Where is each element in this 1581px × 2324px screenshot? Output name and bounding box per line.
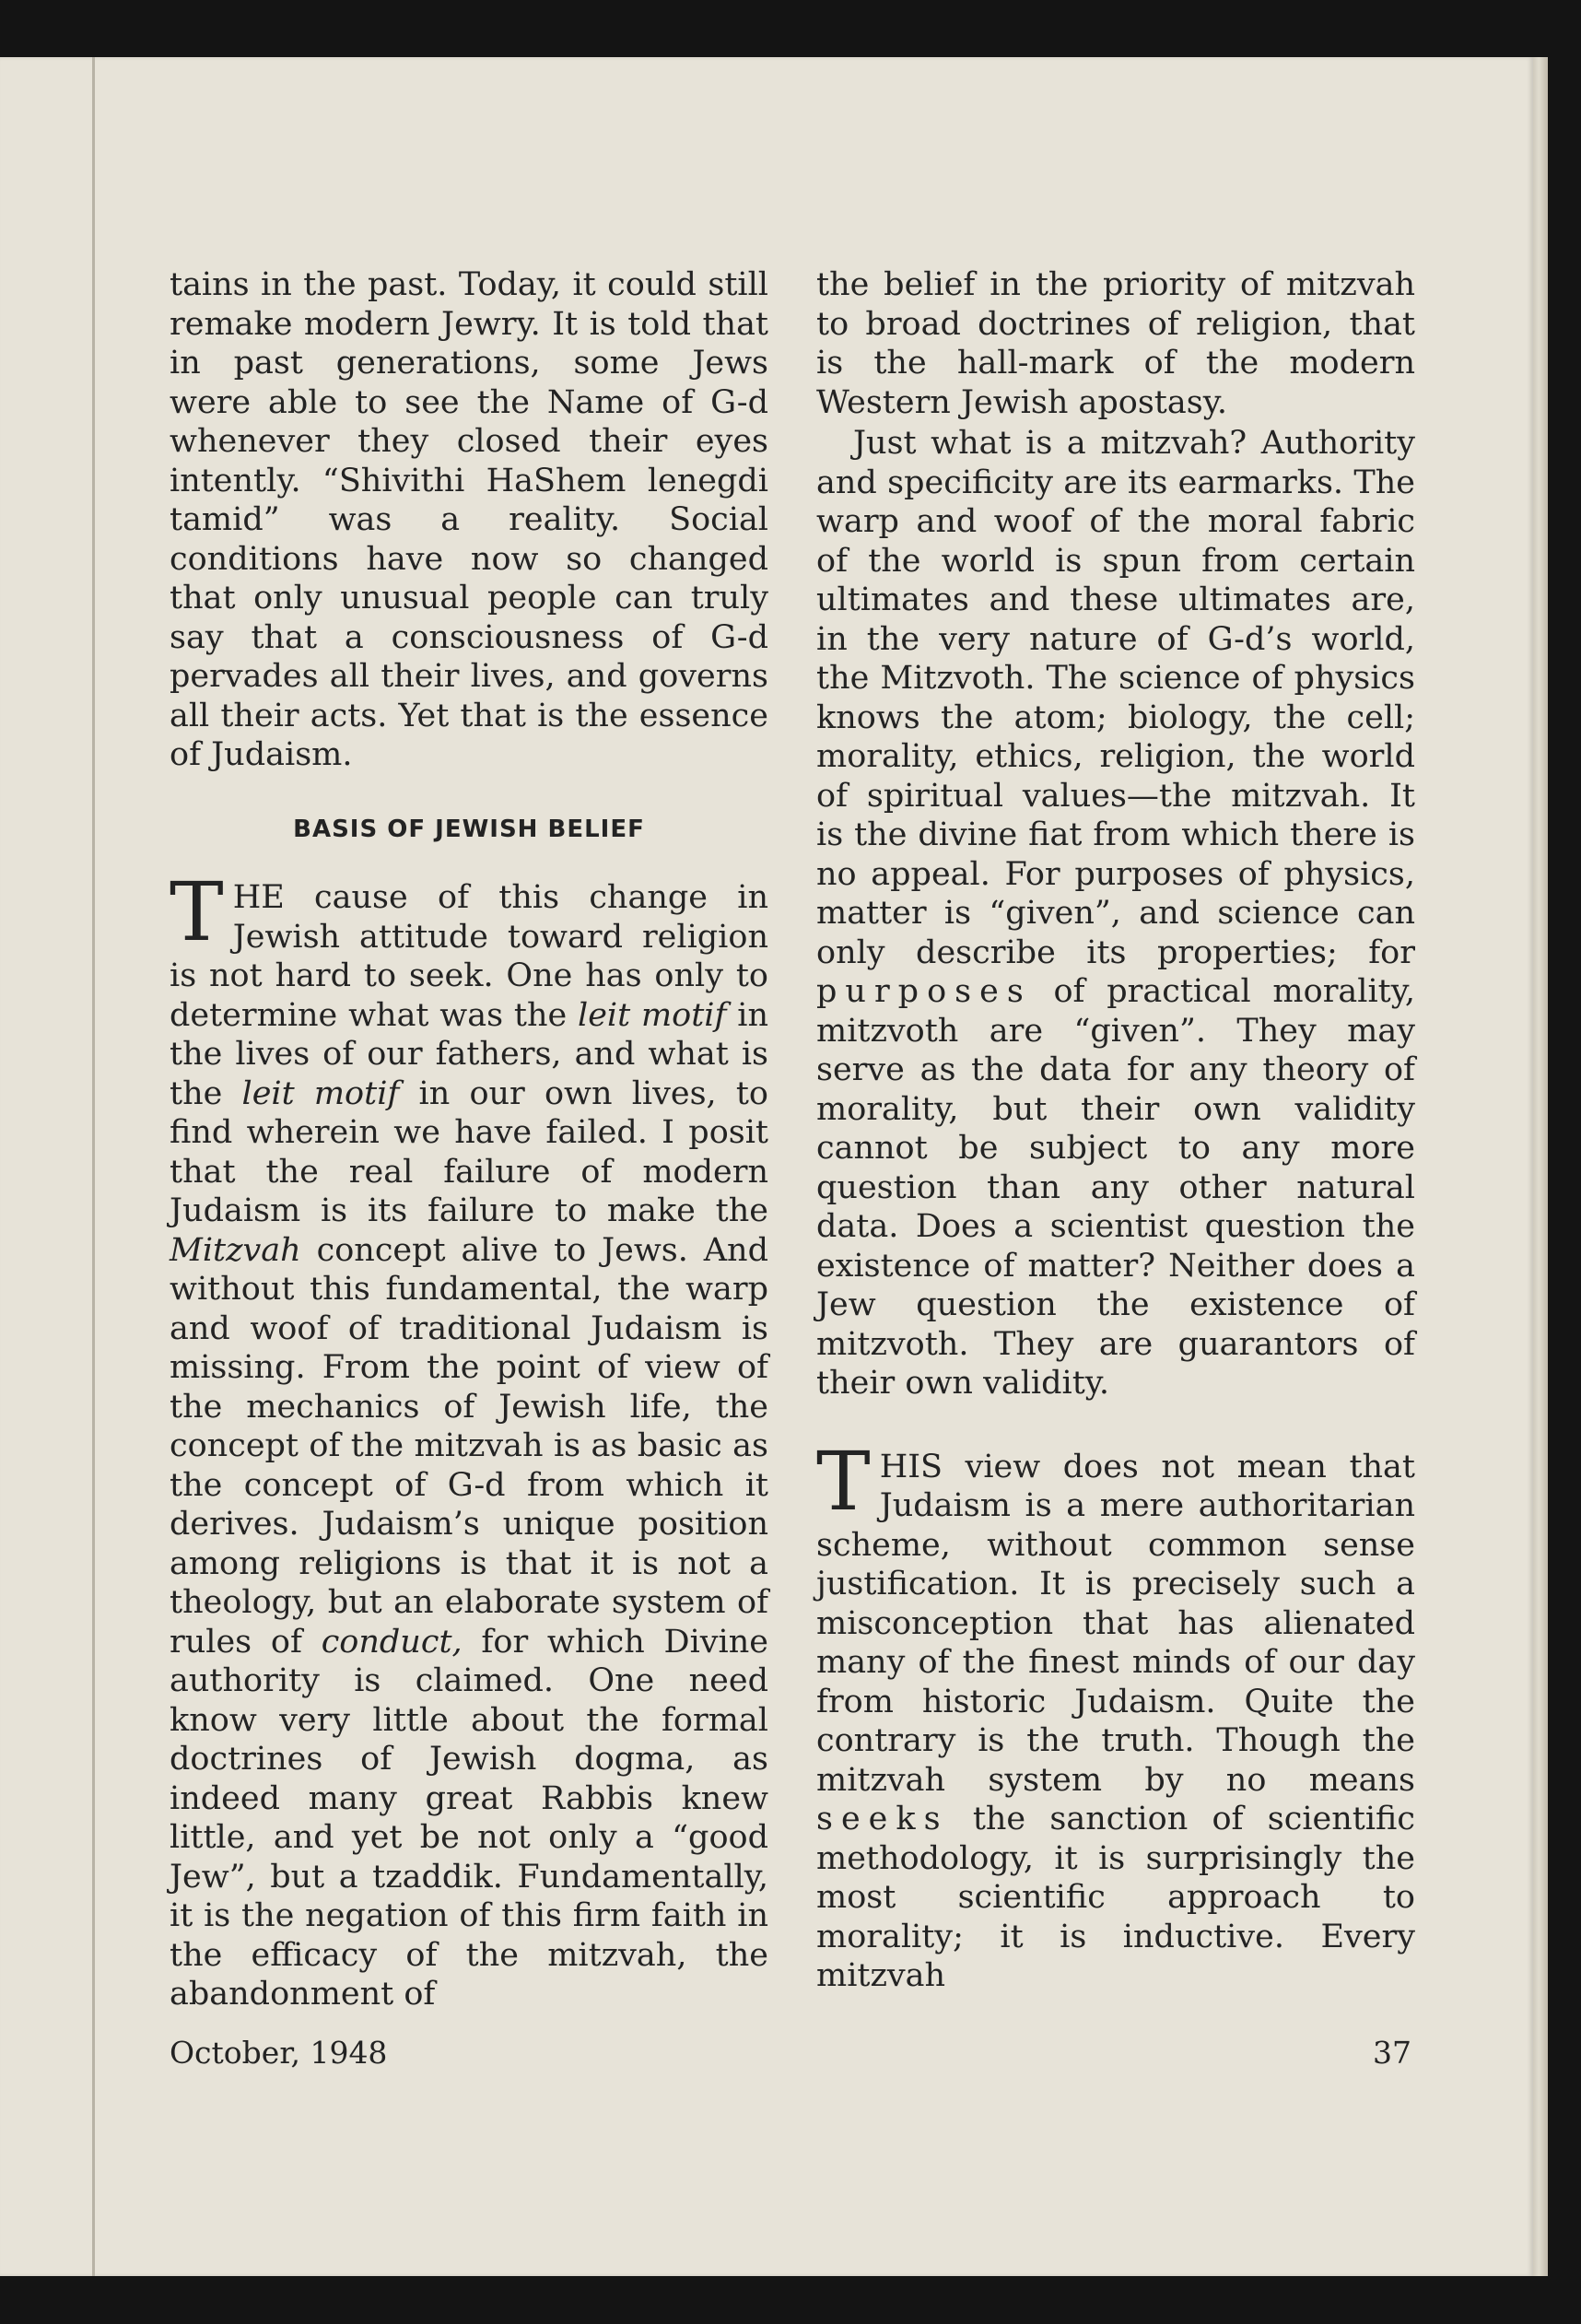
page-edge [1533, 57, 1548, 2276]
text-run: for which Divine authority is claimed. One need know very little about the formal doctrines of Jewish dogma, as indeed many great Rabbis knew little, and yet be not only a “good Jew”, but a tzaddik. Fundamentally, it is the negation of this firm faith in the efficacy of the mitzvah, the abandonment of [170, 1623, 768, 2013]
italic-text: leit motif [578, 996, 727, 1034]
text-run: in our own lives, to find wherein we have failed. I posit that the real failure of modern Judaism is its failure to make the [170, 1074, 768, 1229]
text-run: concept alive to Jews. And without this fundamental, the warp and woof of traditional Judaism is missing. From the point of view of the mechanics of Jewish life, the concept of the mitzvah is as basic as the concept of G-d from which it derives. Judaism’s unique position among religions is that it is not a theology, but an elaborate system of rules of [170, 1231, 768, 1661]
text-run: HIS view does not mean that Judaism is a mere authoritarian scheme, without common sense justification. It is precisely such a misconception that has alienated many of the finest minds of our day from historic Judaism. Quite the contrary is the truth. Though the mitzvah system by no means [816, 1448, 1415, 1799]
paragraph [170, 864, 769, 2014]
text-run: the sanction of scientific methodology, it is surprisingly the most scientific approach to morality; it is inductive. Every mitzvah [816, 1801, 1415, 1994]
paragraph: tains in the past. Today, it could still remake modern Jewry. It is told that in past generations, some Jews were able to see the Name of G-d whenever they closed their eyes intently. “Shivithi HaShem lenegdi tamid” was a reality. Social conditions have now so changed that only unusual people can truly say that a consciousness of G-d pervades all their lives, and governs all their acts. Yet that is the essence of Judaism. [170, 266, 768, 773]
right-column [816, 265, 1415, 1996]
paragraph [816, 1433, 1415, 1996]
paragraph: the belief in the priority of mitzvah to broad doctrines of religion, that is the hall-mark of the modern Western Jewish apostasy. [816, 266, 1415, 421]
drop-cap: T [170, 864, 224, 959]
spaced-text: seeks [816, 1801, 949, 1837]
left-column [170, 265, 768, 2014]
italic-text: Mitzvah [170, 1231, 301, 1269]
italic-text: leit motif [241, 1074, 400, 1112]
issue-date: October, 1948 [170, 2035, 388, 2071]
drop-cap: T [816, 1433, 871, 1529]
paragraph [816, 424, 1415, 1403]
binding-line [92, 57, 95, 2276]
text-run: of practical morality, mitzvoth are “given”. They may serve as the data for any theory of morality, but their own validity cannot be subject to any more question than any other natural data. Does a scientist question the existence of matter? Neither does a Jew question the existence of mitzvoth. They are guarantors of their own validity. [816, 973, 1415, 1402]
page-number: 37 [1373, 2035, 1411, 2071]
text-run: Just what is a mitzvah? Authority and specificity are its earmarks. The warp and woof of the moral fabric of the world is spun from certain ultimates and these ultimates are, in the very nature of G-d’s world, the Mitzvoth. The science of physics knows the atom; biology, the cell; morality, ethics, religion, the world of spiritual values—the mitzvah. It is the divine fiat from which there is no appeal. For purposes of physics, matter is “given”, and science can only describe its properties; for [816, 425, 1415, 971]
text-run: in the lives of our fathers, and what is the [170, 996, 769, 1112]
italic-text: conduct, [321, 1623, 463, 1661]
spaced-text: purposes [816, 973, 1032, 1010]
text-run: HE cause of this change in Jewish attitude toward religion is not hard to seek. One has only to determine what was the [170, 879, 768, 1034]
section-heading: BASIS OF JEWISH BELIEF [293, 815, 645, 843]
